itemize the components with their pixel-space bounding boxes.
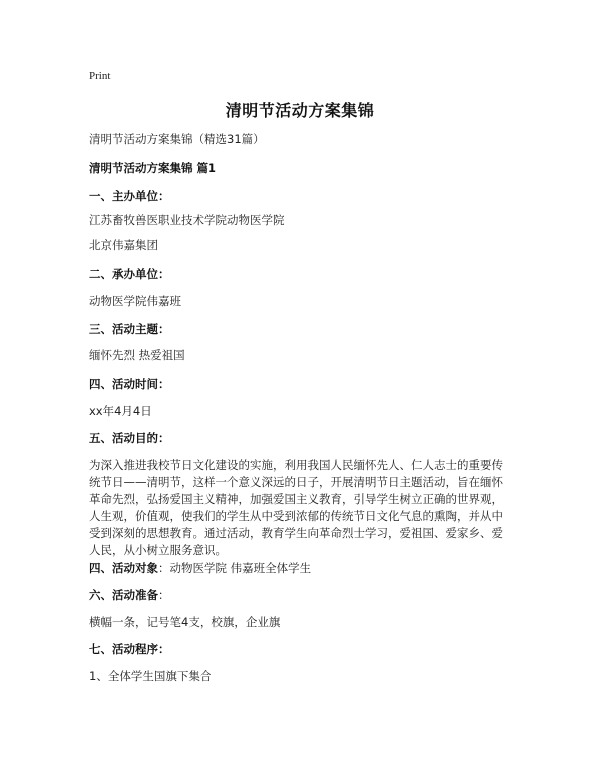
co-organizer-heading: 二、承办单位： bbox=[89, 267, 170, 281]
prep-line bbox=[89, 587, 519, 604]
document-subtitle: 清明节活动方案集锦（精选31篇） bbox=[89, 132, 265, 146]
procedure-heading: 七、活动程序： bbox=[89, 642, 170, 656]
purpose-line: 受到深刻的思想教育。通过活动，教育学生向革命烈士学习，爱祖国、爱家乡、爱 bbox=[89, 526, 503, 540]
purpose-line: 革命先烈，弘扬爱国主义精神，加强爱国主义教育，引导学生树立正确的世界观， bbox=[89, 492, 503, 506]
target-line bbox=[89, 560, 519, 577]
co-organizer-value: 动物医学院伟嘉班 bbox=[89, 294, 181, 308]
time-value: xx年4月4日 bbox=[89, 404, 152, 418]
prep-heading: 六、活动准备 bbox=[89, 588, 158, 602]
prep-items: 横幅一条，记号笔4支，校旗，企业旗 bbox=[89, 615, 281, 629]
purpose-line: 人生观，价值观，使我们的学生从中受到浓郁的传统节日文化气息的熏陶，并从中 bbox=[89, 509, 503, 523]
prep-colon: ： bbox=[158, 588, 170, 602]
theme-value: 缅怀先烈 热爱祖国 bbox=[89, 348, 185, 362]
organizer-line-2: 北京伟嘉集团 bbox=[89, 238, 158, 252]
section-title: 清明节活动方案集锦 篇1 bbox=[89, 161, 217, 175]
purpose-paragraph bbox=[89, 457, 519, 559]
purpose-line: 为深入推进我校节日文化建设的实施，利用我国人民缅怀先人、仁人志士的重要传 bbox=[89, 458, 503, 472]
organizer-line-1: 江苏畜牧兽医职业技术学院动物医学院 bbox=[89, 213, 285, 227]
print-link[interactable]: Print bbox=[89, 70, 111, 82]
theme-heading: 三、活动主题： bbox=[89, 322, 170, 336]
purpose-line: 统节日——清明节，这样一个意义深远的日子，开展清明节日主题活动，旨在缅怀 bbox=[89, 475, 503, 489]
organizer-heading: 一、主办单位： bbox=[89, 189, 170, 203]
time-heading: 四、活动时间： bbox=[89, 377, 170, 391]
target-heading: 四、活动对象 bbox=[89, 561, 158, 575]
procedure-step-1: 1、全体学生国旗下集合 bbox=[89, 669, 212, 683]
purpose-heading: 五、活动目的： bbox=[89, 431, 170, 445]
target-value: ：动物医学院 伟嘉班全体学生 bbox=[158, 561, 312, 575]
document-title: 清明节活动方案集锦 bbox=[225, 101, 375, 120]
purpose-line: 人民，从小树立服务意识。 bbox=[89, 543, 227, 557]
